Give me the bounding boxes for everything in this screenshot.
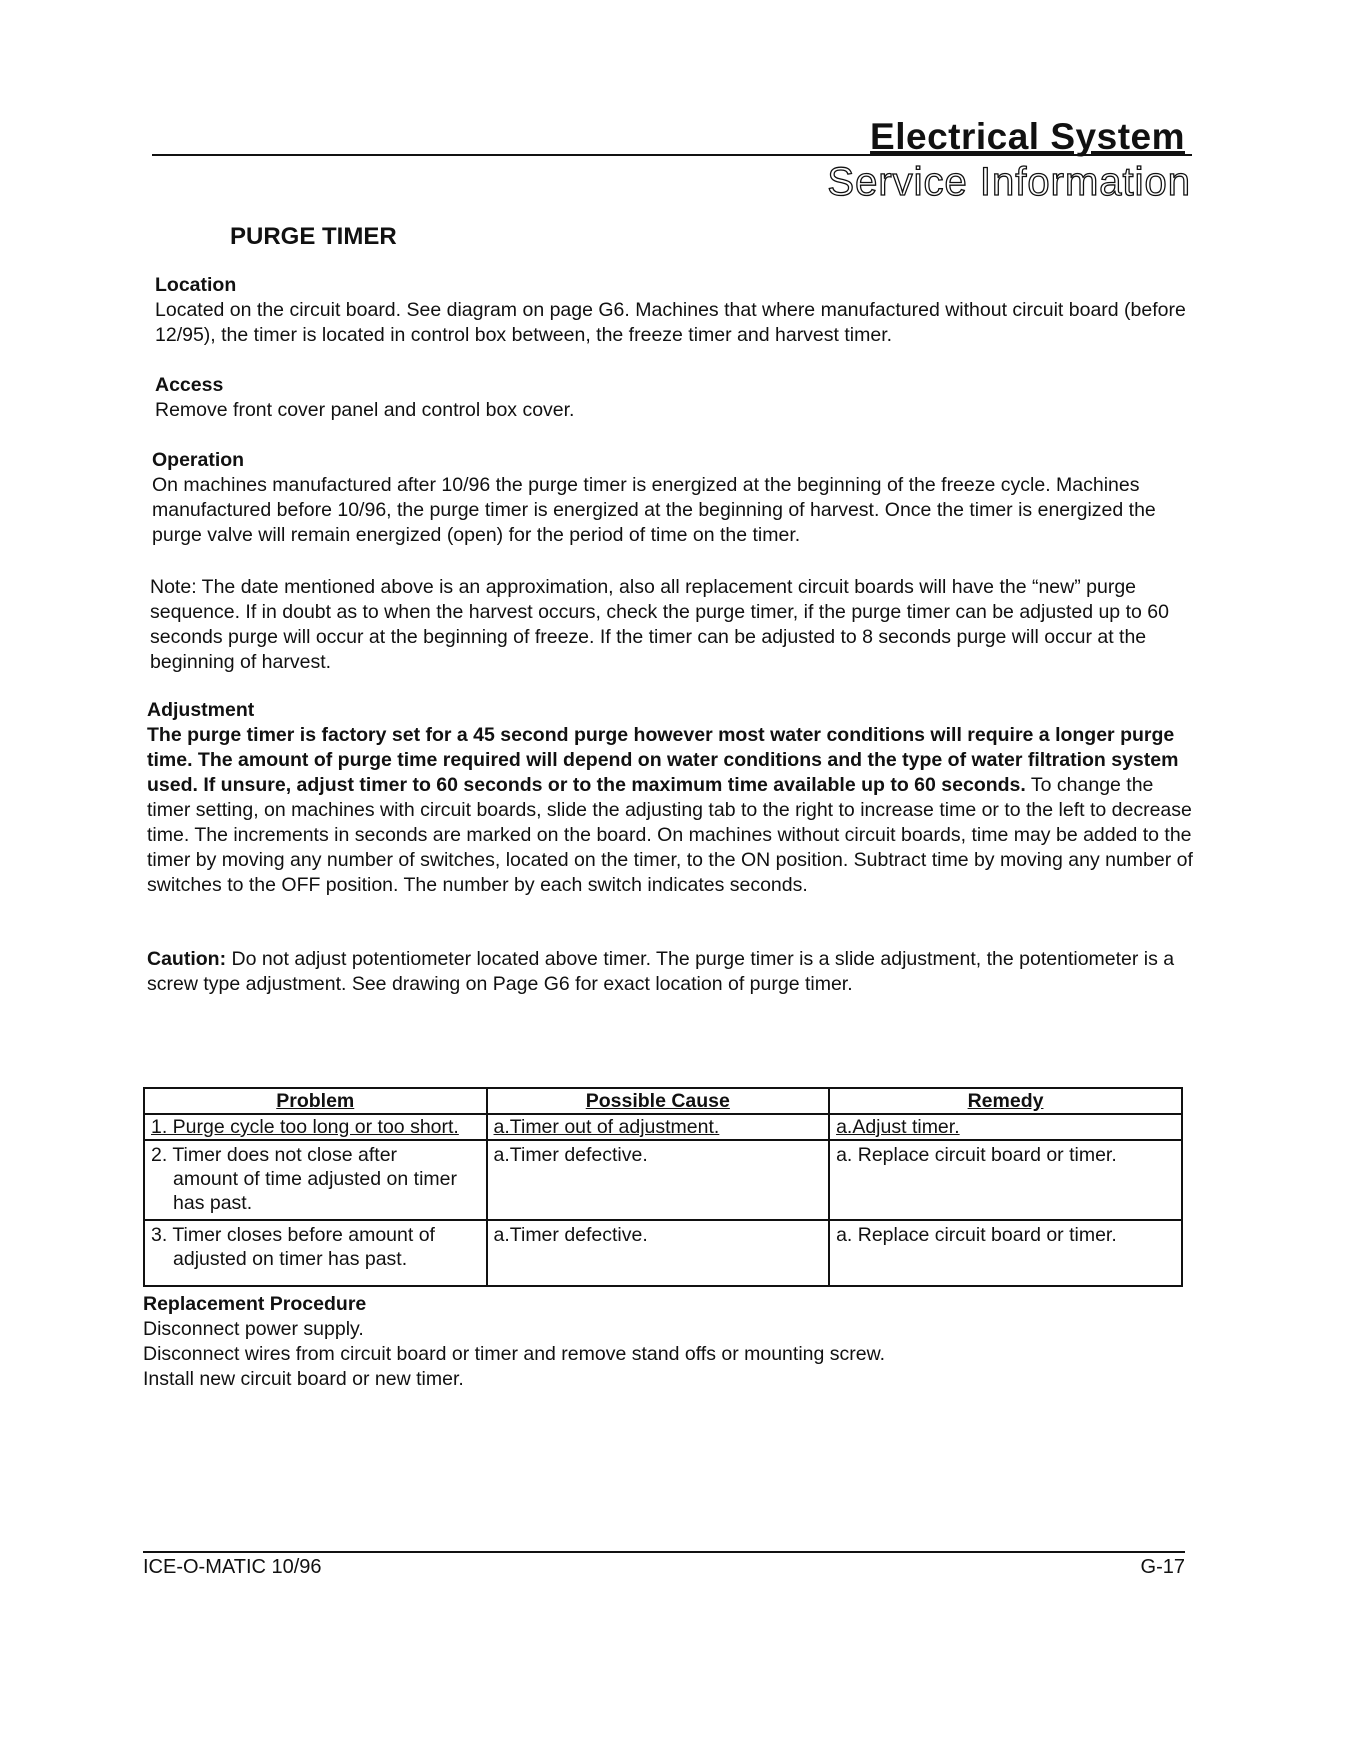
adjustment-text: To change the timer setting, on machines with circuit boards, slide the adjusting tab to the right to increase time or to the left to decrease time. The increments in seconds are marked on the board. On machines without circuit boards, time may be added to the timer by moving any number of switches, located on the timer, to the ON position. Subtract time by moving any number of switches to the OFF position. The number by each switch indicates seconds.: [147, 774, 1193, 896]
caution-paragraph: [147, 947, 1187, 997]
replacement-line: Install new circuit board or new timer.: [143, 1368, 464, 1390]
operation-text: On machines manufactured after 10/96 the purge timer is energized at the beginning of the freeze cycle. Machines manufactured before 10/96, the purge timer is energized at the beginning of harvest. Once the timer is energized the purge valve will remain energized (open) for the period of time on the timer.: [152, 474, 1156, 546]
operation-heading: Operation: [152, 449, 245, 471]
access-text: Remove front cover panel and control box cover.: [155, 399, 575, 421]
section-title: PURGE TIMER: [230, 223, 397, 250]
location-section: [155, 273, 1195, 348]
replacement-heading: Replacement Procedure: [143, 1293, 367, 1315]
remedy-cell: a. Replace circuit board or timer.: [829, 1220, 1182, 1286]
header-possible-cause: Possible Cause: [487, 1088, 830, 1114]
table-row: [144, 1220, 1182, 1286]
cause-cell: a.Timer defective.: [487, 1140, 830, 1220]
table-header-row: [144, 1088, 1182, 1114]
adjustment-heading: Adjustment: [147, 699, 255, 721]
problem-cell: 1. Purge cycle too long or too short.: [144, 1114, 487, 1140]
cause-cell: a.Timer defective.: [487, 1220, 830, 1286]
footer-rule: [143, 1551, 1185, 1553]
cause-cell: a.Timer out of adjustment.: [487, 1114, 830, 1140]
footer-brand-date: ICE-O-MATIC 10/96: [143, 1556, 322, 1578]
caution-text: Do not adjust potentiometer located above timer. The purge timer is a slide adjustment, the potentiometer is a screw type adjustment. See drawing on Page G6 for exact location of purge timer.: [147, 948, 1175, 995]
header-title: Electrical System: [870, 116, 1185, 157]
note-section: [150, 575, 1180, 675]
remedy-cell: a.Adjust timer.: [829, 1114, 1182, 1140]
replacement-line: Disconnect wires from circuit board or timer and remove stand offs or mounting screw.: [143, 1343, 886, 1365]
location-text: Located on the circuit board. See diagram on page G6. Machines that where manufactured without circuit board (before 12/95), the timer is located in control box between, the freeze timer and harvest timer.: [155, 299, 1186, 346]
header-problem: Problem: [144, 1088, 487, 1114]
table-row: [144, 1114, 1182, 1140]
note-text: Note: The date mentioned above is an approximation, also all replacement circuit boards will have the “new” purge sequence. If in doubt as to when the harvest occurs, check the purge timer, if the purge timer can be adjusted up to 60 seconds purge will occur at the beginning of freeze. If the timer can be adjusted to 8 seconds purge will occur at the beginning of harvest.: [150, 576, 1169, 673]
access-heading: Access: [155, 374, 224, 396]
troubleshooting-table: [143, 1087, 1183, 1287]
access-section: [155, 373, 1195, 423]
adjustment-paragraph: [147, 723, 1197, 898]
replacement-section: [143, 1292, 1183, 1392]
remedy-cell: a. Replace circuit board or timer.: [829, 1140, 1182, 1220]
location-heading: Location: [155, 274, 237, 296]
adjustment-section: [147, 698, 1197, 898]
caution-section: [147, 947, 1187, 997]
page-number: G-17: [1140, 1556, 1185, 1578]
caution-label: Caution:: [147, 948, 227, 970]
replacement-line: Disconnect power supply.: [143, 1318, 364, 1340]
problem-cell: 2. Timer does not close after amount of time adjusted on timer has past.: [144, 1140, 487, 1220]
table-row: [144, 1140, 1182, 1220]
operation-section: [152, 448, 1197, 548]
problem-cell: 3. Timer closes before amount of adjusted on timer has past.: [144, 1220, 487, 1286]
header-subtitle: Service Information: [827, 160, 1191, 204]
header-remedy: Remedy: [967, 1090, 1044, 1112]
adjustment-bold-text: The purge timer is factory set for a 45 second purge however most water conditions will require a longer purge time. The amount of purge time required will depend on water conditions and the type of water filtration system used. If unsure, adjust timer to 60 seconds or to the maximum time available up to 60 seconds.: [147, 724, 1179, 796]
